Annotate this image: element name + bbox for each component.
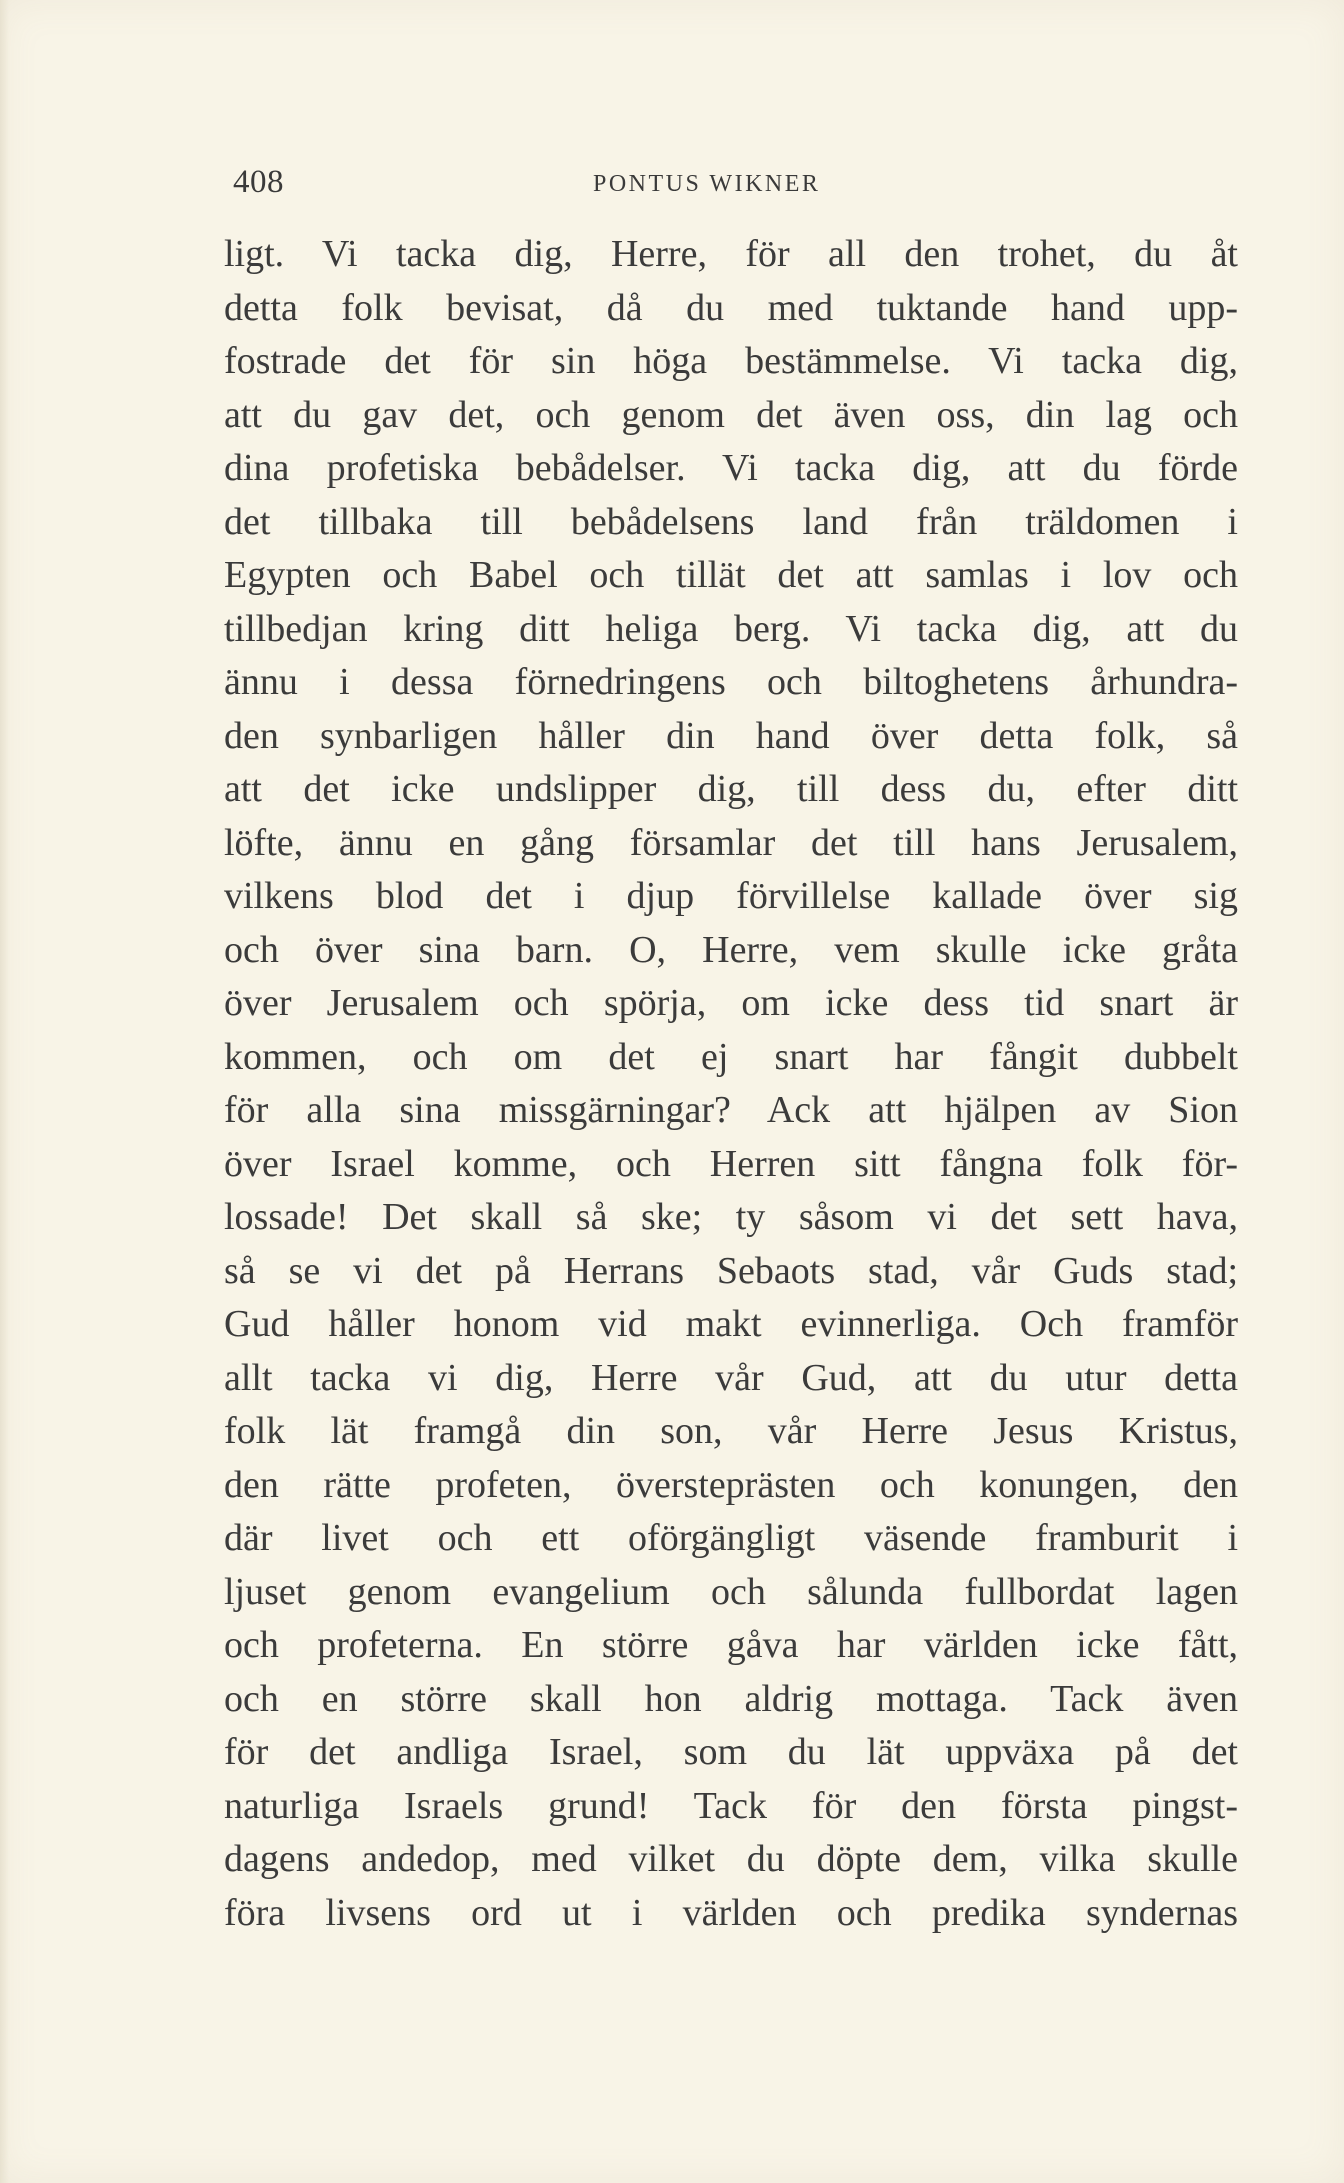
text-line: över Israel komme, och Herren sitt fångna folk för- bbox=[224, 1142, 1238, 1185]
text-line: ligt. Vi tacka dig, Herre, för all den trohet, du åt bbox=[224, 233, 1238, 275]
text-line: och en större skall hon aldrig mottaga. Tack även bbox=[224, 1677, 1238, 1720]
body-text bbox=[224, 228, 1238, 1940]
text-line: vilkens blod det i djup förvillelse kallade över sig bbox=[224, 875, 1238, 917]
text-line: naturliga Israels grund! Tack för den första pingst- bbox=[224, 1784, 1238, 1827]
text-line: den synbarligen håller din hand över detta folk, så bbox=[224, 714, 1238, 757]
text-line: fostrade det för sin höga bestämmelse. Vi tacka dig, bbox=[224, 340, 1238, 382]
text-line: detta folk bevisat, då du med tuktande hand upp- bbox=[224, 286, 1238, 329]
text-line: kommen, och om det ej snart har fångit dubbelt bbox=[224, 1035, 1238, 1078]
page-header bbox=[233, 158, 1228, 206]
text-line: att det icke undslipper dig, till dess du, efter ditt bbox=[224, 768, 1238, 810]
text-line: att du gav det, och genom det även oss, din lag och bbox=[224, 393, 1238, 436]
page-edge-shadow bbox=[0, 0, 9, 2183]
text-line: föra livsens ord ut i världen och predika syndernas bbox=[224, 1891, 1238, 1934]
text-line: för det andliga Israel, som du lät uppväxa på det bbox=[224, 1731, 1238, 1773]
text-line: över Jerusalem och spörja, om icke dess tid snart är bbox=[224, 982, 1238, 1024]
text-line: Egypten och Babel och tillät det att samlas i lov och bbox=[224, 554, 1238, 596]
page-number: 408 bbox=[233, 164, 284, 200]
text-line: för alla sina missgärningar? Ack att hjälpen av Sion bbox=[224, 1089, 1238, 1131]
text-line: så se vi det på Herrans Sebaots stad, vår Guds stad; bbox=[224, 1249, 1238, 1292]
text-line: det tillbaka till bebådelsens land från träldomen i bbox=[224, 500, 1238, 543]
running-title: PONTUS WIKNER bbox=[593, 171, 821, 197]
text-line: allt tacka vi dig, Herre vår Gud, att du utur detta bbox=[224, 1356, 1238, 1399]
text-line: tillbedjan kring ditt heliga berg. Vi tacka dig, att du bbox=[224, 607, 1238, 650]
text-line: löfte, ännu en gång församlar det till hans Jerusalem, bbox=[224, 821, 1238, 864]
text-line: Gud håller honom vid makt evinnerliga. Och framför bbox=[224, 1303, 1238, 1345]
text-line: dina profetiska bebådelser. Vi tacka dig, att du förde bbox=[224, 447, 1238, 489]
text-line: ljuset genom evangelium och sålunda fullbordat lagen bbox=[224, 1570, 1238, 1613]
text-line: dagens andedop, med vilket du döpte dem, vilka skulle bbox=[224, 1838, 1238, 1880]
text-line: och över sina barn. O, Herre, vem skulle icke gråta bbox=[224, 928, 1238, 971]
text-line: folk lät framgå din son, vår Herre Jesus Kristus, bbox=[224, 1410, 1238, 1452]
text-line: ännu i dessa förnedringens och biltoghetens århundra- bbox=[224, 661, 1238, 703]
text-line: och profeterna. En större gåva har världen icke fått, bbox=[224, 1624, 1238, 1666]
text-line: där livet och ett oförgängligt väsende framburit i bbox=[224, 1517, 1238, 1559]
text-line: den rätte profeten, översteprästen och konungen, den bbox=[224, 1463, 1238, 1506]
text-line: lossade! Det skall så ske; ty såsom vi det sett hava, bbox=[224, 1196, 1238, 1238]
